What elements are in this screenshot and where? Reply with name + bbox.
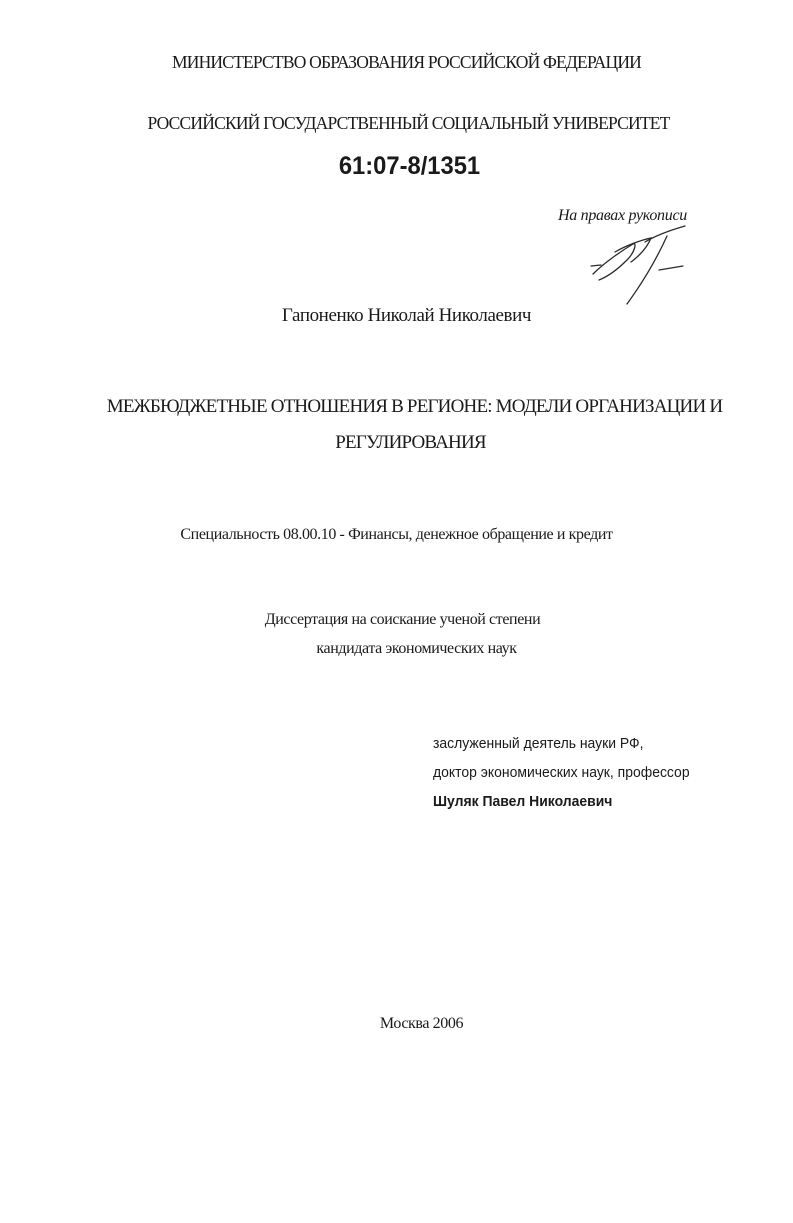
advisor-name: Шуляк Павел Николаевич <box>433 793 613 810</box>
specialty-line: Специальность 08.00.10 - Финансы, денежное обращение и кредит <box>180 526 613 543</box>
degree-line-1: Диссертация на соискание ученой степени <box>264 611 541 628</box>
handwritten-signature <box>585 222 695 307</box>
degree-line-2: кандидата экономических наук <box>316 640 517 657</box>
author-name: Гапоненко Николай Николаевич <box>281 305 532 326</box>
advisor-title-1: заслуженный деятель науки РФ, <box>433 735 644 752</box>
manuscript-note: На правах рукописи <box>558 207 687 224</box>
advisor-title-2: доктор экономических наук, профессор <box>433 764 690 781</box>
dissertation-title-line-2: РЕГУЛИРОВАНИЯ <box>335 432 486 453</box>
catalog-number: 61:07-8/1351 <box>338 152 481 180</box>
dissertation-title-line-1: МЕЖБЮДЖЕТНЫЕ ОТНОШЕНИЯ В РЕГИОНЕ: МОДЕЛИ ОРГАНИЗАЦИИ И <box>106 396 723 417</box>
city-year: Москва 2006 <box>379 1015 464 1032</box>
ministry-heading: МИНИСТЕРСТВО ОБРАЗОВАНИЯ РОССИЙСКОЙ ФЕДЕРАЦИИ <box>171 52 641 72</box>
university-heading: РОССИЙСКИЙ ГОСУДАРСТВЕННЫЙ СОЦИАЛЬНЫЙ УНИВЕРСИТЕТ <box>147 113 670 133</box>
